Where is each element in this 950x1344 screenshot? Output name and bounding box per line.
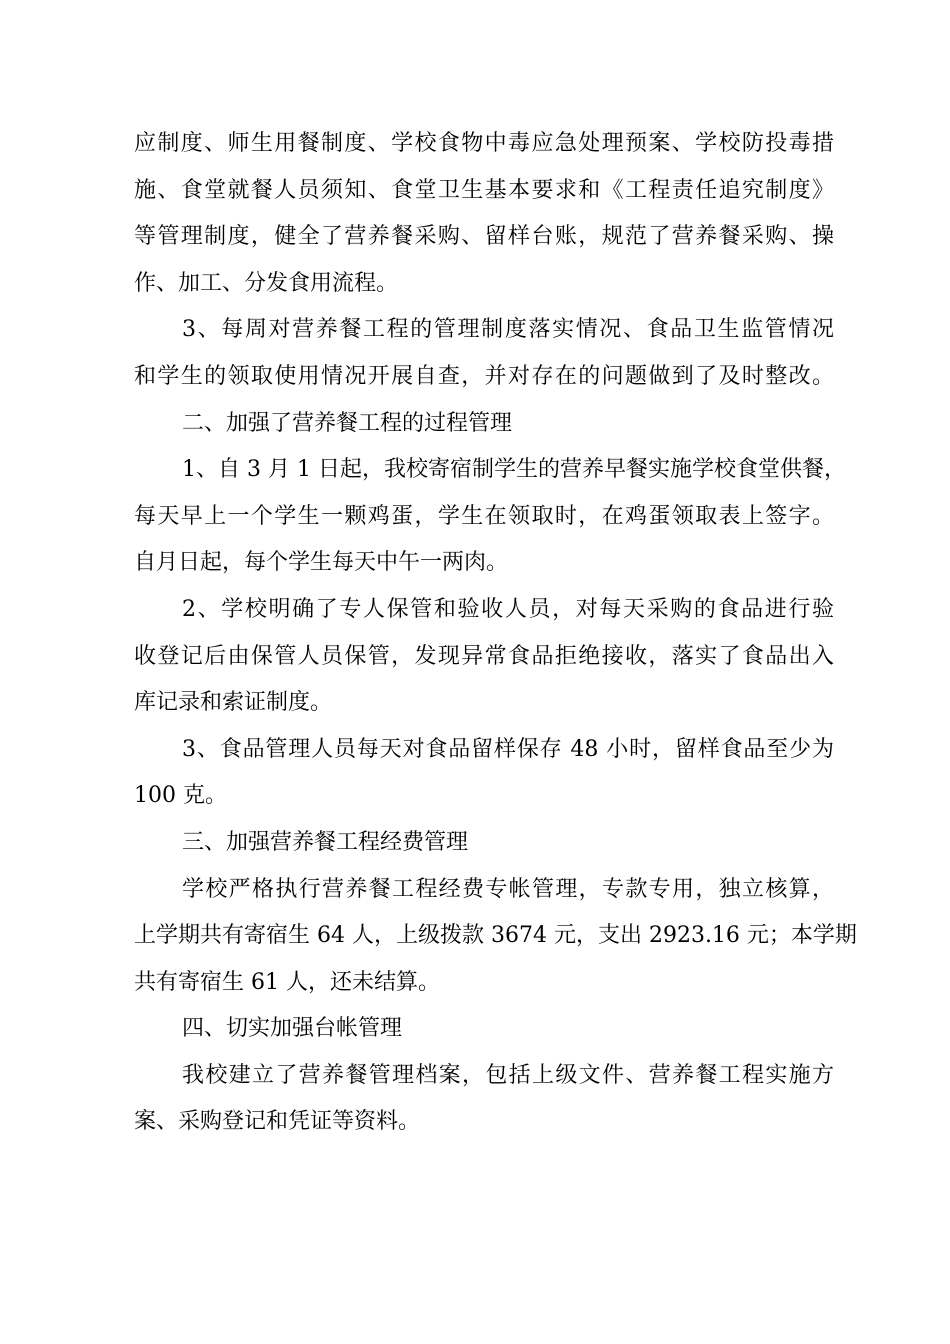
paragraph-line: 库记录和索证制度。 <box>134 690 333 716</box>
document-body <box>134 121 857 1146</box>
paragraph-line: 等管理制度，健全了营养餐采购、留样台账，规范了营养餐采购、操 <box>134 224 834 250</box>
paragraph-line: 和学生的领取使用情况开展自查，并对存在的问题做到了及时整改。 <box>134 363 834 389</box>
paragraph-line: 施、食堂就餐人员须知、食堂卫生基本要求和《工程责任追究制度》 <box>134 177 834 203</box>
paragraph-line: 收登记后由保管人员保管，发现异常食品拒绝接收，落实了食品出入 <box>134 643 834 669</box>
paragraph-line: 我校建立了营养餐管理档案，包括上级文件、营养餐工程实施方 <box>182 1062 834 1088</box>
paragraph-line: 每天早上一个学生一颗鸡蛋，学生在领取时，在鸡蛋领取表上签字。 <box>134 503 834 529</box>
paragraph-line: 3、每周对营养餐工程的管理制度落实情况、食品卫生监管情况 <box>182 317 834 343</box>
paragraph-line: 上学期共有寄宿生 64 人，上级拨款 3674 元，支出 2923.16 元；本学期 <box>134 923 857 949</box>
paragraph-line: 学校严格执行营养餐工程经费专帐管理，专款专用，独立核算， <box>182 876 834 902</box>
paragraph-line: 案、采购登记和凭证等资料。 <box>134 1109 421 1135</box>
section-heading: 二、加强了营养餐工程的过程管理 <box>182 410 513 436</box>
paragraph-line: 1、自 3 月 1 日起，我校寄宿制学生的营养早餐实施学校食堂供餐， <box>182 457 846 483</box>
paragraph-line: 2、学校明确了专人保管和验收人员，对每天采购的食品进行验 <box>182 596 834 622</box>
paragraph-line: 共有寄宿生 61 人，还未结算。 <box>134 969 440 995</box>
paragraph-line: 作、加工、分发食用流程。 <box>134 270 399 296</box>
section-heading: 三、加强营养餐工程经费管理 <box>182 829 469 855</box>
paragraph-line: 自月日起，每个学生每天中午一两肉。 <box>134 550 509 576</box>
section-heading: 四、切实加强台帐管理 <box>182 1016 403 1042</box>
paragraph-line: 3、食品管理人员每天对食品留样保存 48 小时，留样食品至少为 <box>182 736 834 762</box>
paragraph-line: 应制度、师生用餐制度、学校食物中毒应急处理预案、学校防投毒措 <box>134 131 834 156</box>
paragraph-line: 100 克。 <box>134 783 227 809</box>
